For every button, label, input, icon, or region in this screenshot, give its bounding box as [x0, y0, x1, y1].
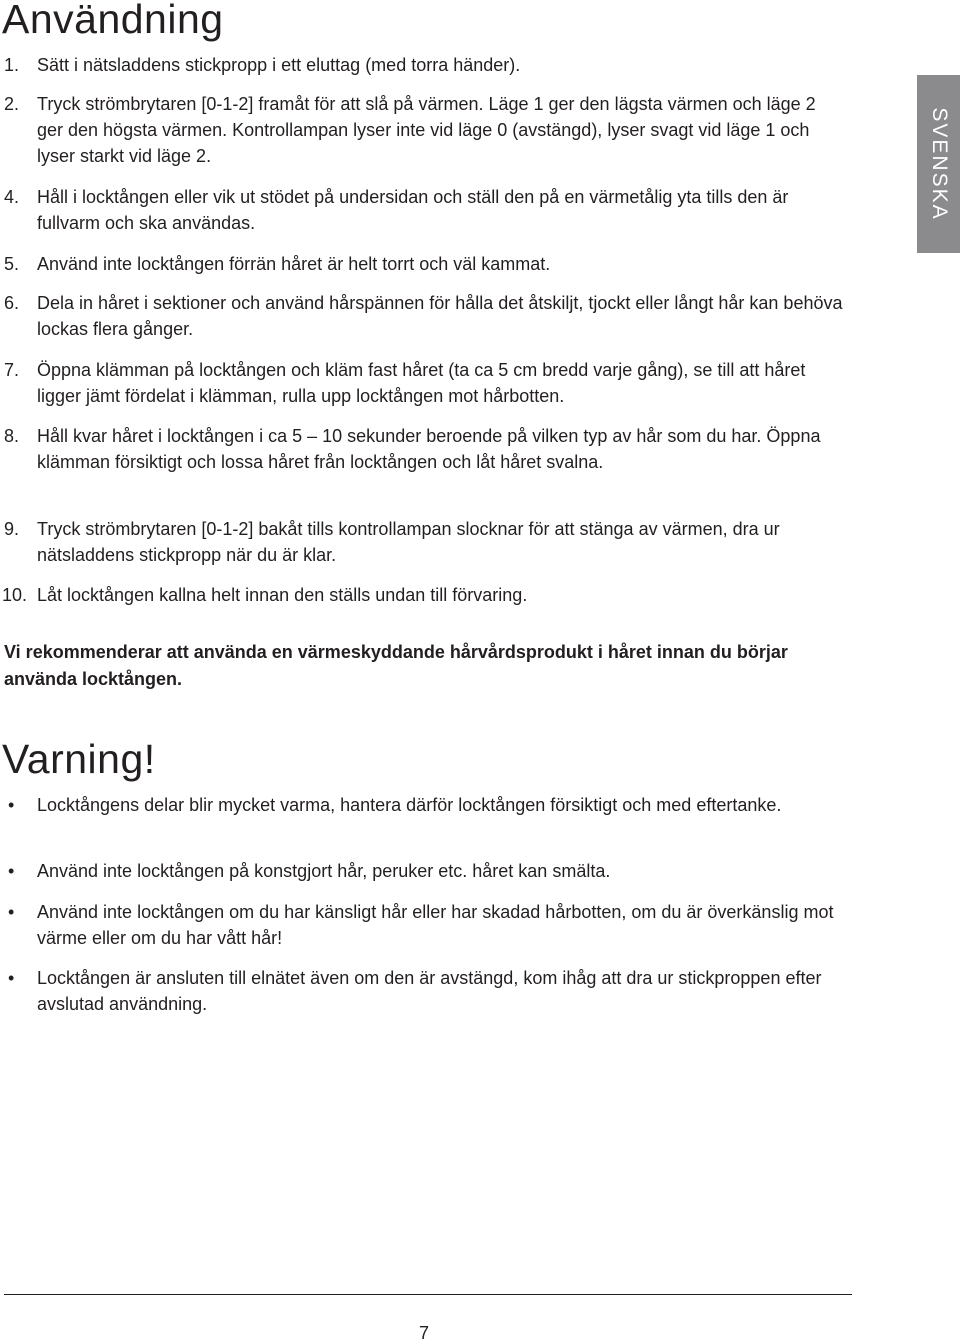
- step-text: Sätt i nätsladdens stickpropp i ett eluttag (med torra händer).: [37, 55, 521, 75]
- warning-text: Använd inte locktången på konstgjort hår, peruker etc. håret kan smälta.: [37, 861, 611, 881]
- warning-item: [0, 899, 850, 951]
- bullet-dot: •: [8, 902, 15, 922]
- warning-item: [0, 792, 850, 818]
- warning-text: Använd inte locktången om du har känsligt hår eller har skadad hårbotten, om du är överkänslig mot värme eller om du har vått hår!: [37, 902, 834, 948]
- language-tab: [917, 75, 960, 253]
- warning-item: [0, 858, 850, 884]
- step-text: Dela in håret i sektioner och använd hårspännen för hålla det åtskiljt, tjockt eller långt hår kan behöva lockas flera gånger.: [37, 293, 843, 339]
- step-text: Tryck strömbrytaren [0-1-2] framåt för att slå på värmen. Läge 1 ger den lägsta värmen och läge 2 ger den högsta värmen. Kontrollampan lyser inte vid läge 0 (avstängd), lyser svagt vid läge 1 och lyser starkt vid läge 2.: [37, 94, 816, 166]
- usage-step: [0, 290, 850, 342]
- step-text: Använd inte locktången förrän håret är helt torrt och väl kammat.: [37, 254, 551, 274]
- step-number: 7.: [4, 360, 20, 380]
- usage-step: [0, 184, 850, 236]
- step-text: Tryck strömbrytaren [0-1-2] bakåt tills kontrollampan slocknar för att stänga av värmen, dra ur nätsladdens stickpropp när du är klar.: [37, 519, 780, 565]
- bullet-dot: •: [8, 861, 15, 881]
- usage-step: [0, 423, 850, 475]
- warning-item: [0, 965, 850, 1017]
- usage-step: [0, 91, 835, 169]
- step-number: 6.: [4, 293, 20, 313]
- step-text: Håll i locktången eller vik ut stödet på undersidan och ställ den på en värmetålig yta tills den är fullvarm och ska användas.: [37, 187, 789, 233]
- step-text: Låt locktången kallna helt innan den ställs undan till förvaring.: [37, 585, 528, 605]
- page-number: 7: [419, 1323, 430, 1343]
- warning-text: Locktången är ansluten till elnätet även om den är avstängd, kom ihåg att dra ur stickproppen efter avslutad användning.: [37, 968, 822, 1014]
- section-title-usage: Användning: [2, 0, 224, 42]
- usage-step: [0, 251, 850, 277]
- step-text: Öppna klämman på locktången och kläm fast håret (ta ca 5 cm bredd varje gång), se till att håret ligger jämt fördelat i klämman, rulla upp locktången mot hårbotten.: [37, 360, 806, 406]
- usage-step: [0, 357, 850, 409]
- step-number: 9.: [4, 519, 20, 539]
- warning-text: Locktångens delar blir mycket varma, hantera därför locktången försiktigt och med eftertanke.: [37, 795, 782, 815]
- step-number: 4.: [4, 187, 20, 207]
- section-title-warning: Varning!: [2, 736, 156, 782]
- recommendation-note: Vi rekommenderar att använda en värmeskyddande hårvårdsprodukt i håret innan du börjar använda locktången.: [4, 642, 788, 689]
- footer-divider: [4, 1294, 852, 1295]
- step-number: 5.: [4, 254, 20, 274]
- step-number: 2.: [4, 94, 20, 114]
- step-number: 1.: [4, 55, 20, 75]
- bullet-dot: •: [8, 795, 15, 815]
- usage-step: [0, 52, 850, 78]
- usage-step: [0, 516, 850, 568]
- step-text: Håll kvar håret i locktången i ca 5 – 10 sekunder beroende på vilken typ av hår som du har. Öppna klämman försiktigt och lossa håret från locktången och låt håret svalna.: [37, 426, 821, 472]
- step-number: 10.: [2, 585, 28, 605]
- bullet-dot: •: [8, 968, 15, 988]
- language-tab-label: SVENSKA: [927, 107, 951, 221]
- step-number: 8.: [4, 426, 20, 446]
- usage-step: [0, 582, 850, 608]
